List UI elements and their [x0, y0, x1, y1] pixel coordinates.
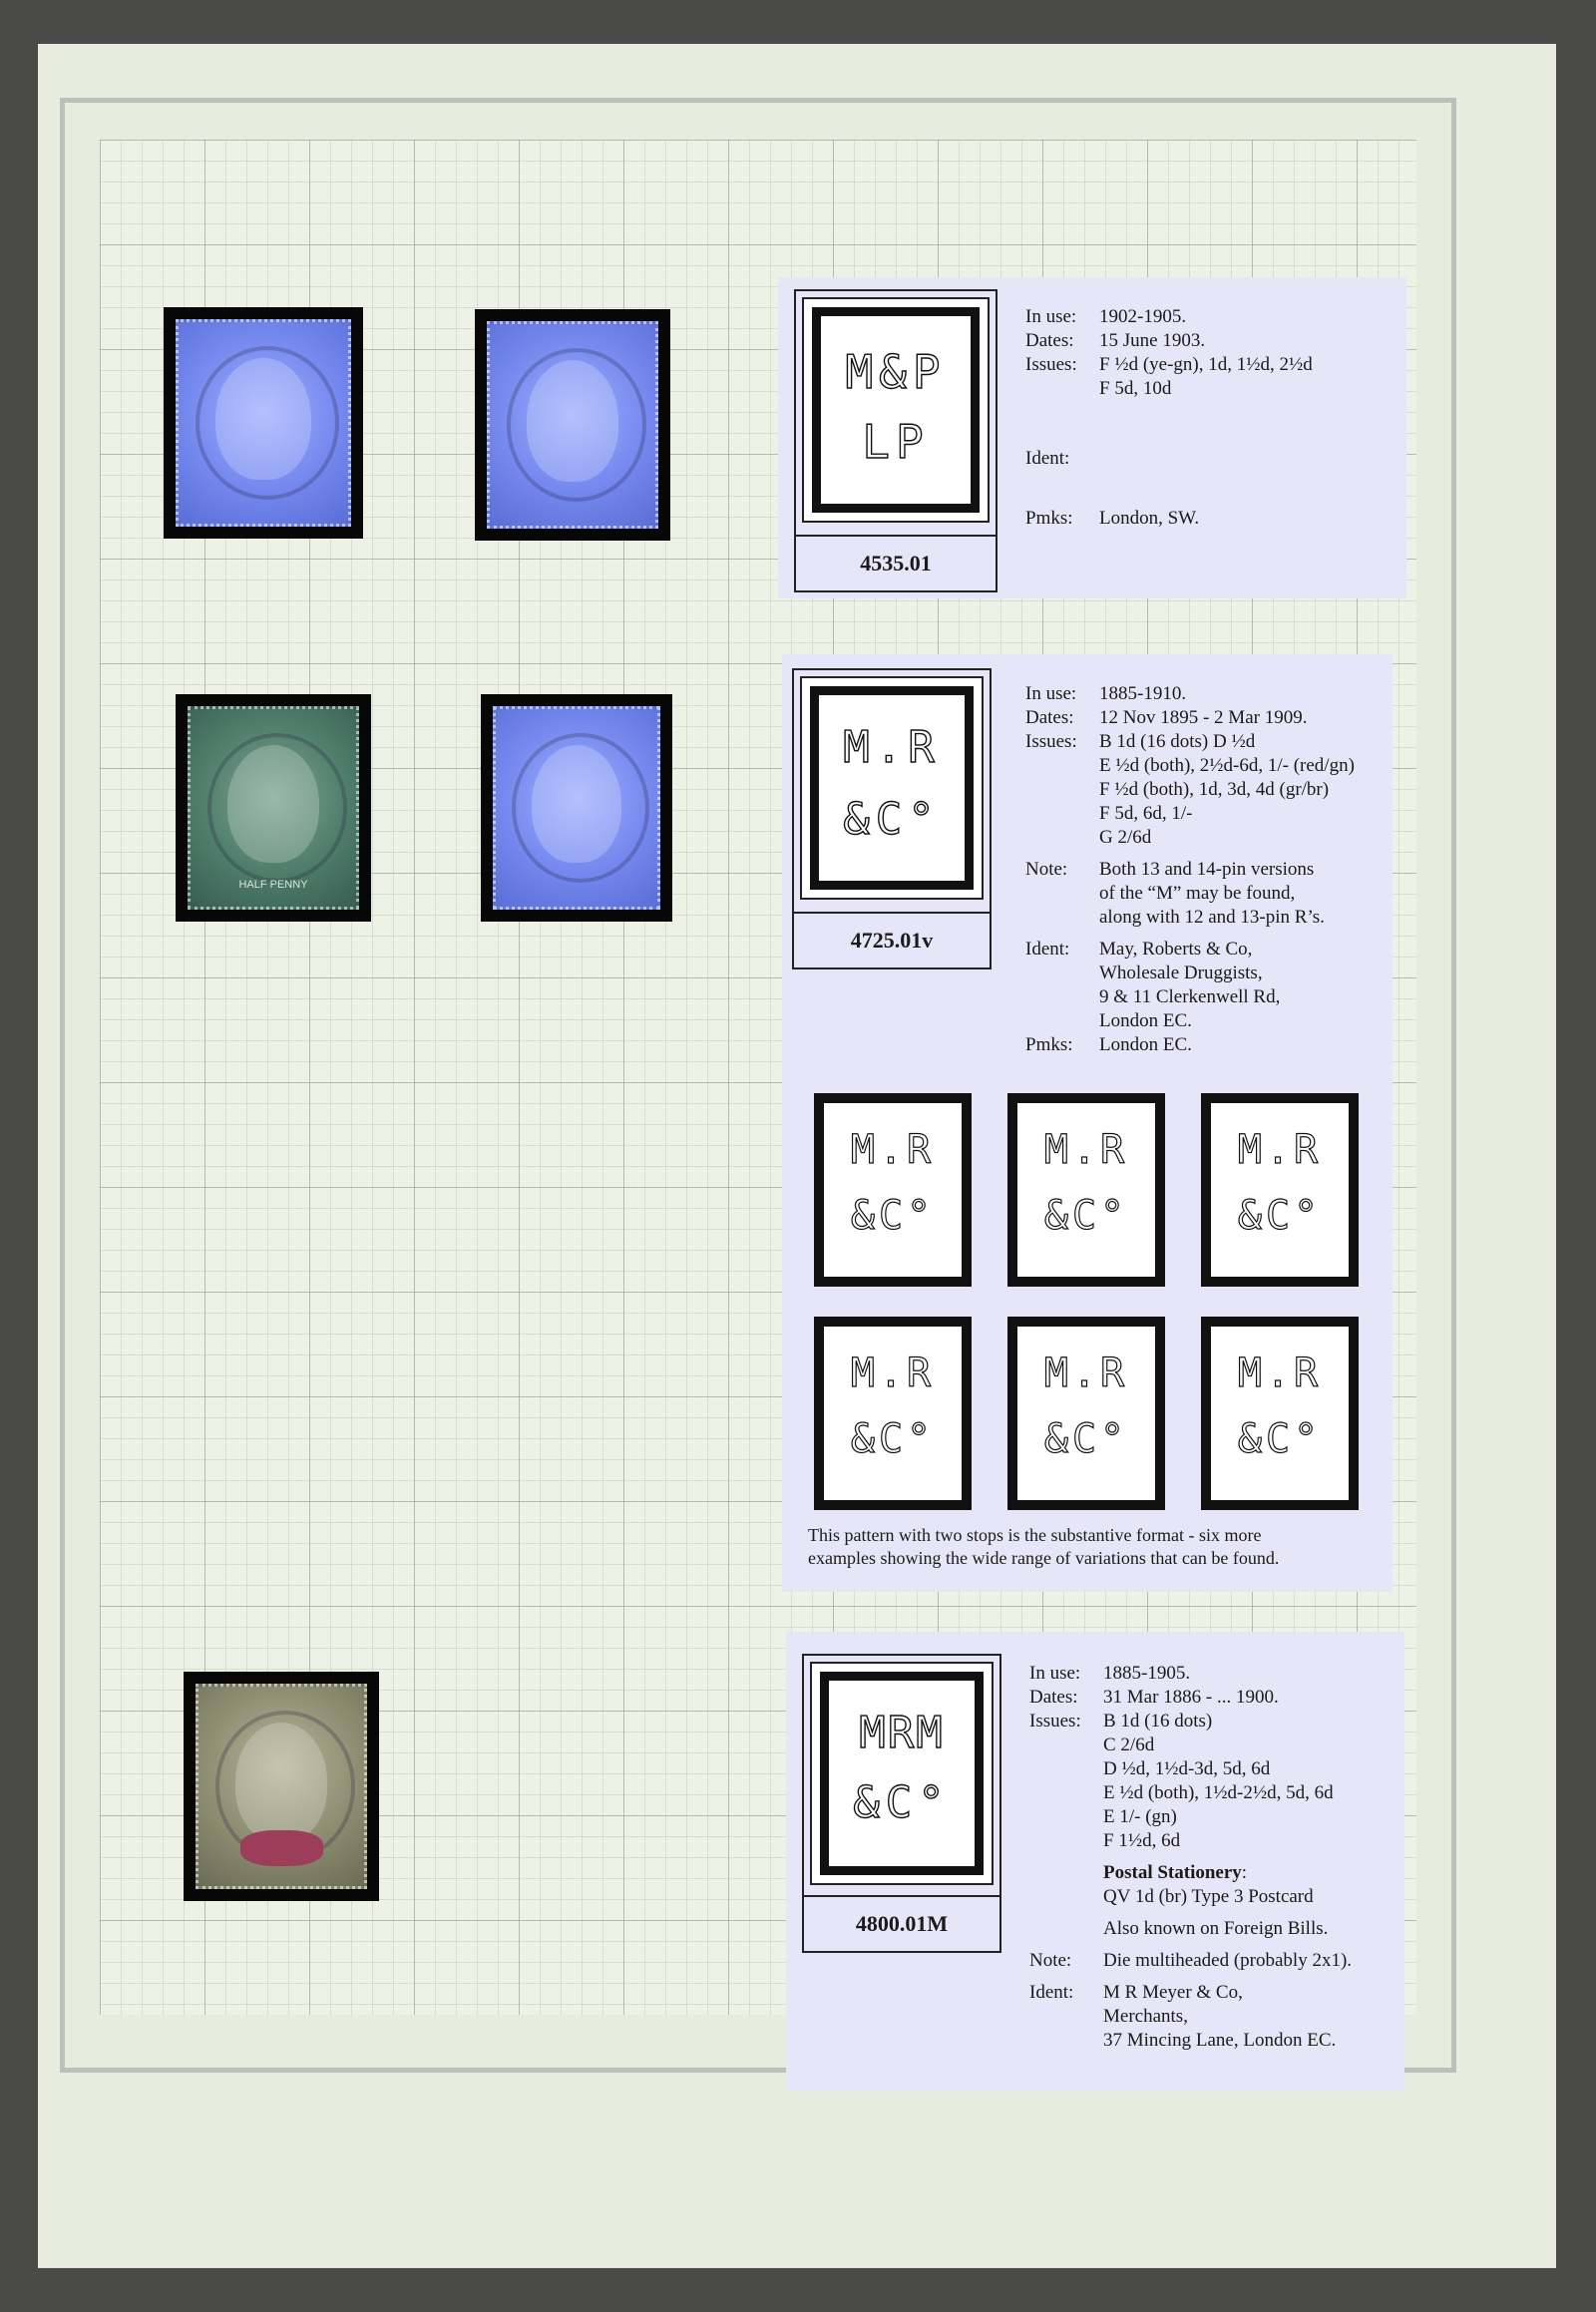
dates-value: 12 Nov 1895 - 2 Mar 1909.	[1099, 707, 1308, 728]
issues-value: F ½d (ye-gn), 1d, 1½d, 2½d	[1099, 354, 1313, 375]
example-line-1: M.R	[1043, 1127, 1129, 1173]
pattern-number: 4535.01	[796, 535, 996, 590]
stamp-mount-1	[164, 307, 363, 539]
issues-value: C 2/6d	[1103, 1734, 1155, 1755]
perfin-pattern	[802, 297, 990, 523]
perfin-card-4725	[782, 654, 1393, 1592]
example-pattern-2	[1007, 1093, 1165, 1287]
note-value: along with 12 and 13-pin R’s.	[1099, 907, 1325, 928]
pattern-line-1: MRM	[859, 1708, 945, 1758]
dates-label: Dates:	[1025, 707, 1074, 728]
example-line-2: &C°	[850, 1416, 936, 1462]
stamp-blue-2half-penny	[176, 319, 351, 527]
ident-label: Ident:	[1025, 448, 1070, 469]
issues-label: Issues:	[1025, 731, 1077, 752]
postal-stationery-value: QV 1d (br) Type 3 Postcard	[1103, 1886, 1314, 1907]
in-use-label: In use:	[1025, 683, 1077, 704]
pattern-number: 4800.01M	[804, 1895, 999, 1951]
in-use-label: In use:	[1025, 306, 1077, 327]
ident-value: 9 & 11 Clerkenwell Rd,	[1099, 986, 1281, 1007]
issues-value: F 5d, 6d, 1/-	[1099, 803, 1193, 824]
pattern-frame	[820, 1672, 984, 1875]
pattern-number: 4725.01v	[794, 912, 990, 967]
pmks-label: Pmks:	[1025, 508, 1073, 529]
stamp-portrait	[215, 358, 310, 479]
ident-label: Ident:	[1025, 939, 1070, 960]
example-line-2: &C°	[1237, 1193, 1323, 1239]
note-value: Die multiheaded (probably 2x1).	[1103, 1950, 1353, 1971]
perfin-pattern	[810, 1662, 994, 1885]
foreign-bills-note: Also known on Foreign Bills.	[1103, 1918, 1329, 1939]
perfin-card-4800	[786, 1632, 1404, 2091]
in-use-value: 1902-1905.	[1099, 306, 1187, 327]
issues-value: F ½d (both), 1d, 3d, 4d (gr/br)	[1099, 779, 1330, 800]
pattern-line-2: &C°	[843, 794, 941, 845]
example-line-2: &C°	[1237, 1416, 1323, 1462]
stamp-value-tablet	[240, 1830, 323, 1866]
dates-label: Dates:	[1029, 1687, 1078, 1708]
stamp-green-half-penny	[188, 706, 359, 910]
card-details	[1029, 1662, 1398, 2053]
issues-value: E ½d (both), 1½d-2½d, 5d, 6d	[1103, 1782, 1334, 1803]
dates-label: Dates:	[1025, 330, 1074, 351]
ident-value: Merchants,	[1103, 2006, 1188, 2027]
dates-value: 31 Mar 1886 - ... 1900.	[1103, 1687, 1279, 1708]
pmks-label: Pmks:	[1025, 1034, 1073, 1055]
card-details	[1025, 305, 1395, 531]
issues-value: F 1½d, 6d	[1103, 1830, 1181, 1851]
pattern-frame	[810, 686, 974, 890]
ident-label: Ident:	[1029, 1982, 1074, 2003]
note-value: of the “M” may be found,	[1099, 883, 1296, 904]
ident-value: M R Meyer & Co,	[1103, 1982, 1243, 2003]
issues-value: D ½d, 1½d-3d, 5d, 6d	[1103, 1758, 1271, 1779]
dates-value: 15 June 1903.	[1099, 330, 1206, 351]
pattern-box	[794, 289, 998, 592]
pattern-line-1: M&P	[845, 345, 947, 399]
pattern-frame	[812, 307, 980, 513]
card-details	[1025, 682, 1385, 1057]
stamp-value-label: HALF PENNY	[238, 879, 308, 892]
example-line-2: &C°	[1043, 1193, 1129, 1239]
example-pattern-3	[1201, 1093, 1359, 1287]
example-pattern-1	[814, 1093, 972, 1287]
stamp-mount-5	[184, 1672, 379, 1901]
stamp-mount-4	[481, 694, 672, 922]
perfin-card-4535	[778, 277, 1406, 598]
pattern-line-1: M.R	[843, 722, 941, 773]
postal-stationery-colon: :	[1241, 1862, 1248, 1883]
ident-value: Wholesale Druggists,	[1099, 963, 1263, 983]
ident-value: 37 Mincing Lane, London EC.	[1103, 2030, 1337, 2051]
issues-value: G 2/6d	[1099, 827, 1152, 848]
stamp-portrait	[527, 360, 619, 481]
note-label: Note:	[1029, 1950, 1072, 1971]
ident-value: May, Roberts & Co,	[1099, 939, 1253, 960]
pattern-line-2: &C°	[853, 1777, 951, 1828]
caption-line-1: This pattern with two stops is the substantive format - six more	[808, 1525, 1262, 1545]
issues-label: Issues:	[1029, 1711, 1081, 1732]
stamp-mount-3	[176, 694, 371, 922]
in-use-value: 1885-1910.	[1099, 683, 1187, 704]
example-line-1: M.R	[1237, 1127, 1323, 1173]
example-line-2: &C°	[1043, 1416, 1129, 1462]
stamp-lilac-purple	[196, 1684, 367, 1889]
stamp-blue-postmarked	[493, 706, 660, 910]
issues-value: F 5d, 10d	[1099, 378, 1172, 399]
pattern-box	[802, 1654, 1001, 1953]
example-pattern-4	[814, 1317, 972, 1510]
example-line-1: M.R	[1043, 1350, 1129, 1396]
pattern-line-2: LP	[862, 415, 930, 469]
example-line-1: M.R	[850, 1127, 936, 1173]
example-pattern-5	[1007, 1317, 1165, 1510]
stamp-portrait	[227, 745, 320, 864]
example-line-1: M.R	[1237, 1350, 1323, 1396]
issues-value: B 1d (16 dots) D ½d	[1099, 731, 1256, 752]
issues-value: E 1/- (gn)	[1103, 1806, 1177, 1827]
note-value: Both 13 and 14-pin versions	[1099, 859, 1315, 880]
example-line-1: M.R	[850, 1350, 936, 1396]
issues-value: B 1d (16 dots)	[1103, 1711, 1213, 1732]
in-use-label: In use:	[1029, 1663, 1081, 1684]
stamp-portrait	[532, 745, 622, 864]
pattern-box	[792, 668, 992, 969]
pmks-value: London, SW.	[1099, 508, 1200, 529]
issues-label: Issues:	[1025, 354, 1077, 375]
ident-value: London EC.	[1099, 1010, 1192, 1031]
examples-caption	[808, 1524, 1387, 1570]
stamp-blue-2half-penny	[487, 321, 658, 529]
postal-stationery-heading: Postal Stationery	[1103, 1862, 1242, 1883]
issues-value: E ½d (both), 2½d-6d, 1/- (red/gn)	[1099, 755, 1355, 776]
pmks-value: London EC.	[1099, 1034, 1192, 1055]
in-use-value: 1885-1905.	[1103, 1663, 1191, 1684]
perfin-pattern	[800, 676, 984, 900]
stamp-portrait	[235, 1723, 328, 1842]
note-label: Note:	[1025, 859, 1068, 880]
example-pattern-6	[1201, 1317, 1359, 1510]
example-line-2: &C°	[850, 1193, 936, 1239]
caption-line-2: examples showing the wide range of variations that can be found.	[808, 1548, 1280, 1568]
stamp-mount-2	[475, 309, 670, 541]
